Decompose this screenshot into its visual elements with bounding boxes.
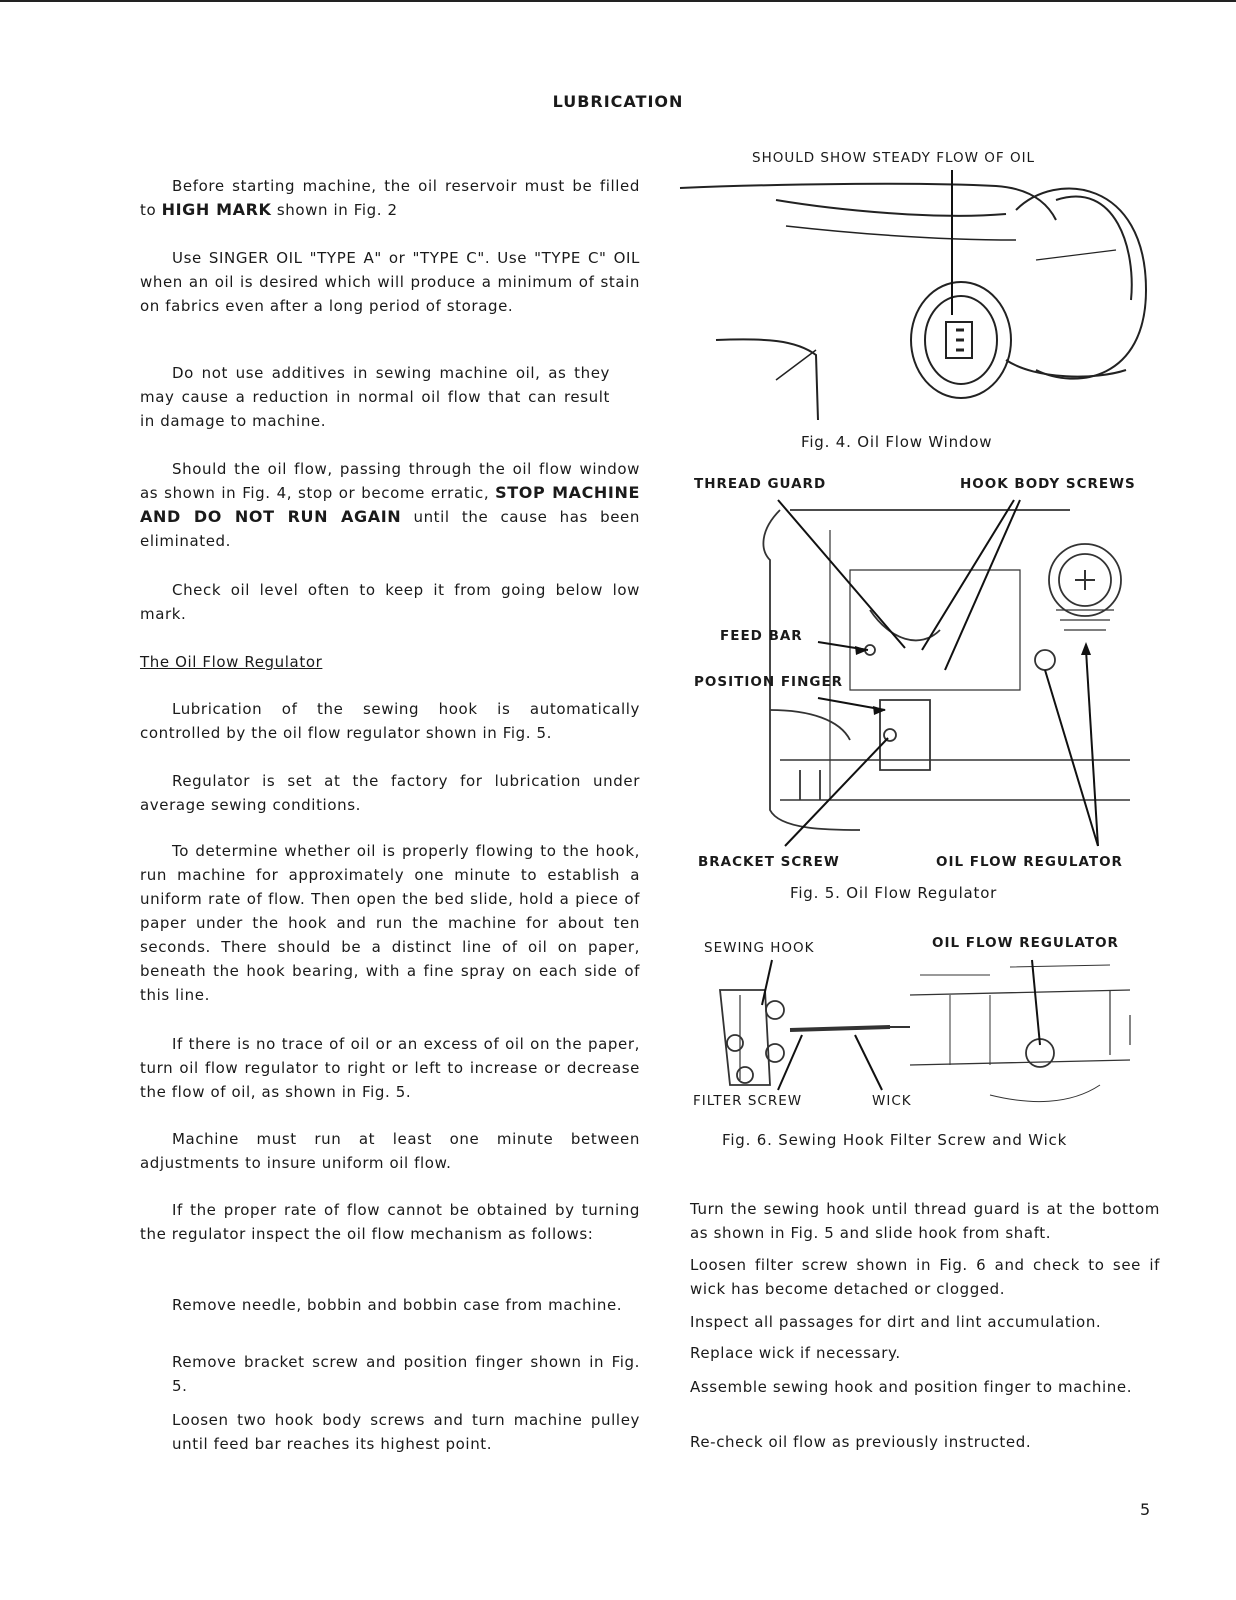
label-position-finger: POSITION FINGER [694, 674, 844, 690]
pointer-wick [855, 1035, 882, 1090]
paragraph-reservoir: Before starting machine, the oil reservoir must be filled to HIGH MARK shown in Fig. 2 [140, 177, 640, 219]
top-border [0, 0, 1236, 2]
paragraph-check-level: Check oil level often to keep it from going below low mark. [140, 581, 640, 623]
label-thread-guard: THREAD GUARD [694, 476, 827, 492]
high-mark-text: HIGH MARK [161, 200, 272, 219]
figure-4 [676, 140, 1156, 460]
caption-fig-4: Fig. 4. Oil Flow Window [801, 433, 993, 451]
pointer-hook-body-screw-2 [945, 500, 1020, 670]
label-wick: WICK [872, 1093, 912, 1109]
step-loosen-hook-screws: Loosen two hook body screws and turn machine pulley until feed bar reaches its highest point. [172, 1411, 640, 1453]
step-replace-wick: Replace wick if necessary. [690, 1344, 901, 1362]
oil-flow-window-drawing [676, 140, 1156, 460]
paragraph-oil-type: Use SINGER OIL "TYPE A" or "TYPE C". Use "TYPE C" OIL when an oil is desired which will produce a minimum of stain on fabrics even after a long period of storage. [140, 249, 640, 315]
pointer-filter-screw [778, 1035, 802, 1090]
page-title: LUBRICATION [552, 92, 684, 111]
paragraph-stop-warning: Should the oil flow, passing through the oil flow window as shown in Fig. 4, stop or become erratic, STOP MACHINE AND DO NOT RUN AGAIN until the cause has been eliminated. [140, 460, 640, 550]
step-turn-hook: Turn the sewing hook until thread guard is at the bottom as shown in Fig. 5 and slide hook from shaft. [690, 1200, 1160, 1242]
label-steady-flow: SHOULD SHOW STEADY FLOW OF OIL [752, 150, 1036, 166]
pointer-regulator-fig6 [1032, 960, 1040, 1045]
caption-fig-6: Fig. 6. Sewing Hook Filter Screw and Wick [722, 1131, 1068, 1149]
pointer-regulator-2 [1045, 670, 1098, 846]
label-sewing-hook: SEWING HOOK [704, 940, 815, 956]
pointer-regulator-1 [1086, 650, 1098, 846]
paragraph-inspect-mechanism: If the proper rate of flow cannot be obtained by turning the regulator inspect the oil flow mechanism as follows: [140, 1201, 640, 1243]
figure-5 [690, 470, 1150, 910]
label-hook-body-screws: HOOK BODY SCREWS [960, 476, 1136, 492]
step-recheck-flow: Re-check oil flow as previously instructed. [690, 1433, 1032, 1451]
paragraph-factory-set: Regulator is set at the factory for lubrication under average sewing conditions. [140, 772, 640, 814]
step-remove-needle: Remove needle, bobbin and bobbin case from machine. [172, 1296, 623, 1314]
label-oil-flow-regulator-fig5: OIL FLOW REGULATOR [936, 854, 1123, 870]
page-number: 5 [1140, 1500, 1151, 1519]
figure-6 [690, 935, 1150, 1165]
paragraph-no-trace: If there is no trace of oil or an excess of oil on the paper, turn oil flow regulator to right or left to increase or decrease the flow of oil, as shown in Fig. 5. [140, 1035, 640, 1101]
step-remove-bracket-screw: Remove bracket screw and position finger shown in Fig. 5. [172, 1353, 640, 1395]
oil-flow-regulator-drawing [690, 470, 1150, 910]
pointer-thread-guard [778, 500, 905, 648]
stop-machine-text: STOP MACHINE AND DO NOT RUN AGAIN [140, 483, 640, 526]
paragraph-lubrication-auto: Lubrication of the sewing hook is automatically controlled by the oil flow regulator shown in Fig. 5. [140, 700, 640, 742]
caption-fig-5: Fig. 5. Oil Flow Regulator [790, 884, 998, 902]
label-oil-flow-regulator-fig6: OIL FLOW REGULATOR [932, 935, 1119, 951]
paragraph-additives: Do not use additives in sewing machine oil, as they may cause a reduction in normal oil flow that can result in damage to machine. [140, 364, 610, 430]
step-assemble-hook: Assemble sewing hook and position finger to machine. [690, 1378, 1133, 1396]
paragraph-determine-flow: To determine whether oil is properly flowing to the hook, run machine for approximately one minute to establish a uniform rate of flow. Then open the bed slide, hold a piece of paper under the hook and run the machine for about ten seconds. There should be a distinct line of oil on paper, beneath the hook bearing, with a fine spray on each side of this line. [140, 842, 640, 1004]
step-loosen-filter-screw: Loosen filter screw shown in Fig. 6 and check to see if wick has become detached or clogged. [690, 1256, 1160, 1298]
step-inspect-passages: Inspect all passages for dirt and lint accumulation. [690, 1313, 1102, 1331]
label-feed-bar: FEED BAR [720, 628, 803, 644]
paragraph-run-one-minute: Machine must run at least one minute between adjustments to insure uniform oil flow. [140, 1130, 640, 1172]
section-heading-oil-flow-regulator: The Oil Flow Regulator [140, 653, 323, 671]
pointer-hook-body-screw-1 [922, 500, 1014, 650]
label-bracket-screw: BRACKET SCREW [698, 854, 840, 870]
pointer-sewing-hook [762, 960, 772, 1005]
label-filter-screw: FILTER SCREW [693, 1093, 803, 1109]
